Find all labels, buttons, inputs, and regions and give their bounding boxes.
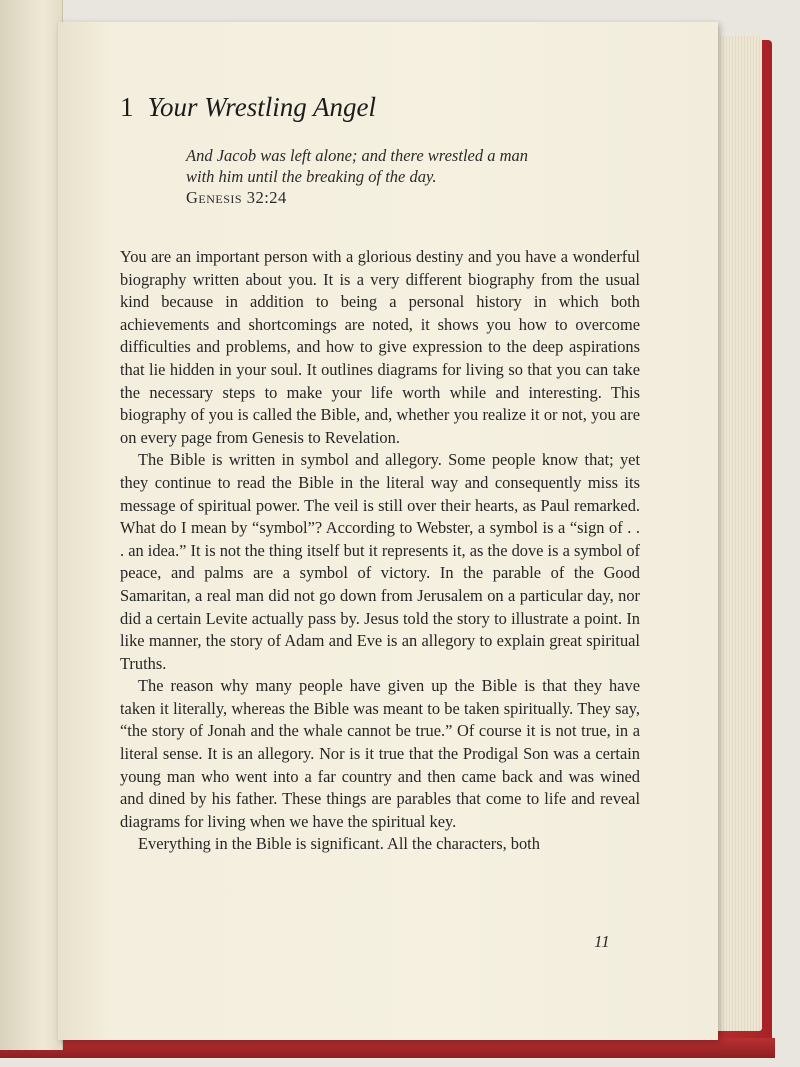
book-cover-bottom-edge: [0, 1038, 775, 1058]
chapter-number: 1: [120, 92, 134, 122]
epigraph-line: with him until the breaking of the day.: [186, 167, 437, 186]
left-page-edge: [0, 0, 63, 1050]
chapter-title: Your Wrestling Angel: [147, 92, 377, 122]
paragraph: You are an important person with a glorious destiny and you have a wonderful biography written about you. It is a very different biography from the usual kind because in addition to being a personal history in which both achievements and shortcomings are noted, it shows you how to overcome difficulties and problems, and how to give expression to the deep aspirations that lie hidden in your soul. It outlines diagrams for living so that you can take the necessary steps to make your life worth while and interesting. This biography of you is called the Bible, and, whether you realize it or not, you are on every page from Genesis to Revelation.: [120, 247, 640, 447]
epigraph-line: And Jacob was left alone; and there wrestled a man: [186, 146, 529, 165]
paragraph: Everything in the Bible is significant. All the characters, both: [138, 834, 540, 854]
book-page: [58, 22, 718, 1040]
page-number: 11: [594, 932, 610, 951]
epigraph: [186, 145, 640, 208]
page-content: [120, 92, 640, 856]
paragraph: The reason why many people have given up the Bible is that they have taken it literally, whereas the Bible was meant to be taken spiritually. They say, “the story of Jonah and the whale cannot be true.” Of course it is not true, in a literal sense. It is an allegory. Nor is it true that the Prodigal Son was a certain young man who went into a far country and then came back and was wined and dined by his father. These things are parables that come to life and reveal diagrams for living when we have the spiritual key.: [120, 676, 640, 831]
epigraph-reference: Genesis 32:24: [186, 188, 287, 207]
chapter-heading: [120, 92, 640, 123]
body-text: [120, 246, 640, 856]
paragraph: The Bible is written in symbol and allegory. Some people know that; yet they continue to read the Bible in the literal way and consequently miss its message of spiritual power. The veil is still over their hearts, as Paul remarked. What do I mean by “symbol”? According to Webster, a symbol is a “sign of . . . an idea.” It is not the thing itself but it represents it, as the dove is a symbol of peace, and palms are a symbol of victory. In the parable of the Good Samaritan, a real man did not go down from Jerusalem on a particular day, nor did a certain Levite actually pass by. Jesus told the story to illustrate a point. In like manner, the story of Adam and Eve is an allegory to explain great spiritual Truths.: [120, 450, 640, 673]
